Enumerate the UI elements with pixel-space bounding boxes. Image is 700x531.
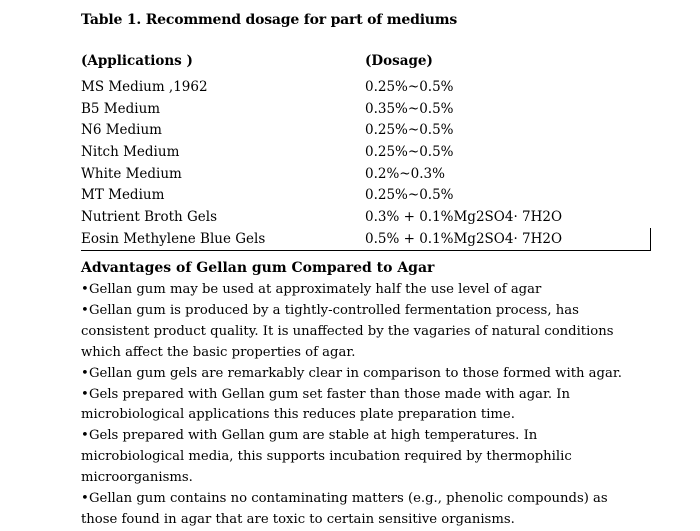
application-cell: Eosin Methylene Blue Gels (81, 230, 266, 247)
dosage-cell: 0.2%~0.3% (365, 165, 445, 182)
dosage-cell: 0.25%~0.5% (365, 144, 454, 161)
advantage-text: Gels prepared with Gellan gum set faster than those made with agar. In microbiological applications this reduces plate preparation time. (81, 386, 570, 423)
table-row (81, 206, 651, 228)
advantage-text: Gellan gum is produced by a tightly-controlled fermentation process, has consistent product quality. It is unaffected by the vagaries of natural conditions which affect the basic properties of agar. (81, 302, 614, 360)
table-row (81, 119, 651, 141)
advantage-text: Gellan gum gels are remarkably clear in comparison to those formed with agar. (89, 365, 622, 381)
dosage-cell: 0.25%~0.5% (365, 122, 454, 139)
advantages-list (81, 280, 641, 531)
dosage-cell: 0.3% + 0.1%Mg2SO4· 7H2O (365, 209, 563, 226)
application-cell: MS Medium ,1962 (81, 79, 208, 95)
list-item (81, 489, 641, 531)
table-header-row (81, 53, 651, 76)
advantage-text: Gellan gum contains no contaminating matters (e.g., phenolic compounds) as those found in agar that are toxic to certain sensitive organisms. (81, 491, 608, 527)
list-item (81, 426, 641, 489)
dosage-cell: 0.35%~0.5% (365, 100, 454, 117)
table-row (81, 184, 651, 206)
application-cell: B5 Medium (81, 100, 161, 117)
bullet-icon: • (81, 428, 89, 444)
bullet-icon: • (81, 386, 89, 402)
bullet-icon: • (81, 365, 89, 381)
table-row (81, 163, 651, 185)
header-dosage: (Dosage) (365, 53, 433, 69)
dosage-cell: 0.25%~0.5% (365, 187, 454, 204)
application-cell: Nitch Medium (81, 144, 180, 161)
application-cell: Nutrient Broth Gels (81, 209, 218, 226)
application-cell: White Medium (81, 165, 182, 182)
bullet-icon: • (81, 491, 89, 507)
table-row (81, 98, 651, 120)
advantages-title: Advantages of Gellan gum Compared to Agar (81, 260, 435, 276)
advantages-section (81, 260, 641, 531)
table-row (81, 228, 651, 251)
header-applications: (Applications ) (81, 53, 193, 69)
bullet-icon: • (81, 302, 89, 318)
application-cell: MT Medium (81, 187, 165, 204)
list-item (81, 301, 641, 364)
table-row (81, 76, 651, 98)
advantage-text: Gels prepared with Gellan gum are stable at high temperatures. In microbiological media, this supports incubation required by thermophilic microorganisms. (81, 428, 572, 486)
bullet-icon: • (81, 282, 89, 297)
table-row (81, 141, 651, 163)
list-item (81, 280, 641, 301)
application-cell: N6 Medium (81, 122, 162, 139)
dosage-cell: 0.5% + 0.1%Mg2SO4· 7H2O (365, 230, 563, 247)
dosage-table (81, 53, 651, 251)
list-item (81, 364, 641, 385)
advantage-text: Gellan gum may be used at approximately half the use level of agar (89, 282, 542, 297)
dosage-cell: 0.25%~0.5% (365, 79, 454, 95)
table-title: Table 1. Recommend dosage for part of mediums (81, 12, 458, 28)
list-item (81, 385, 641, 427)
